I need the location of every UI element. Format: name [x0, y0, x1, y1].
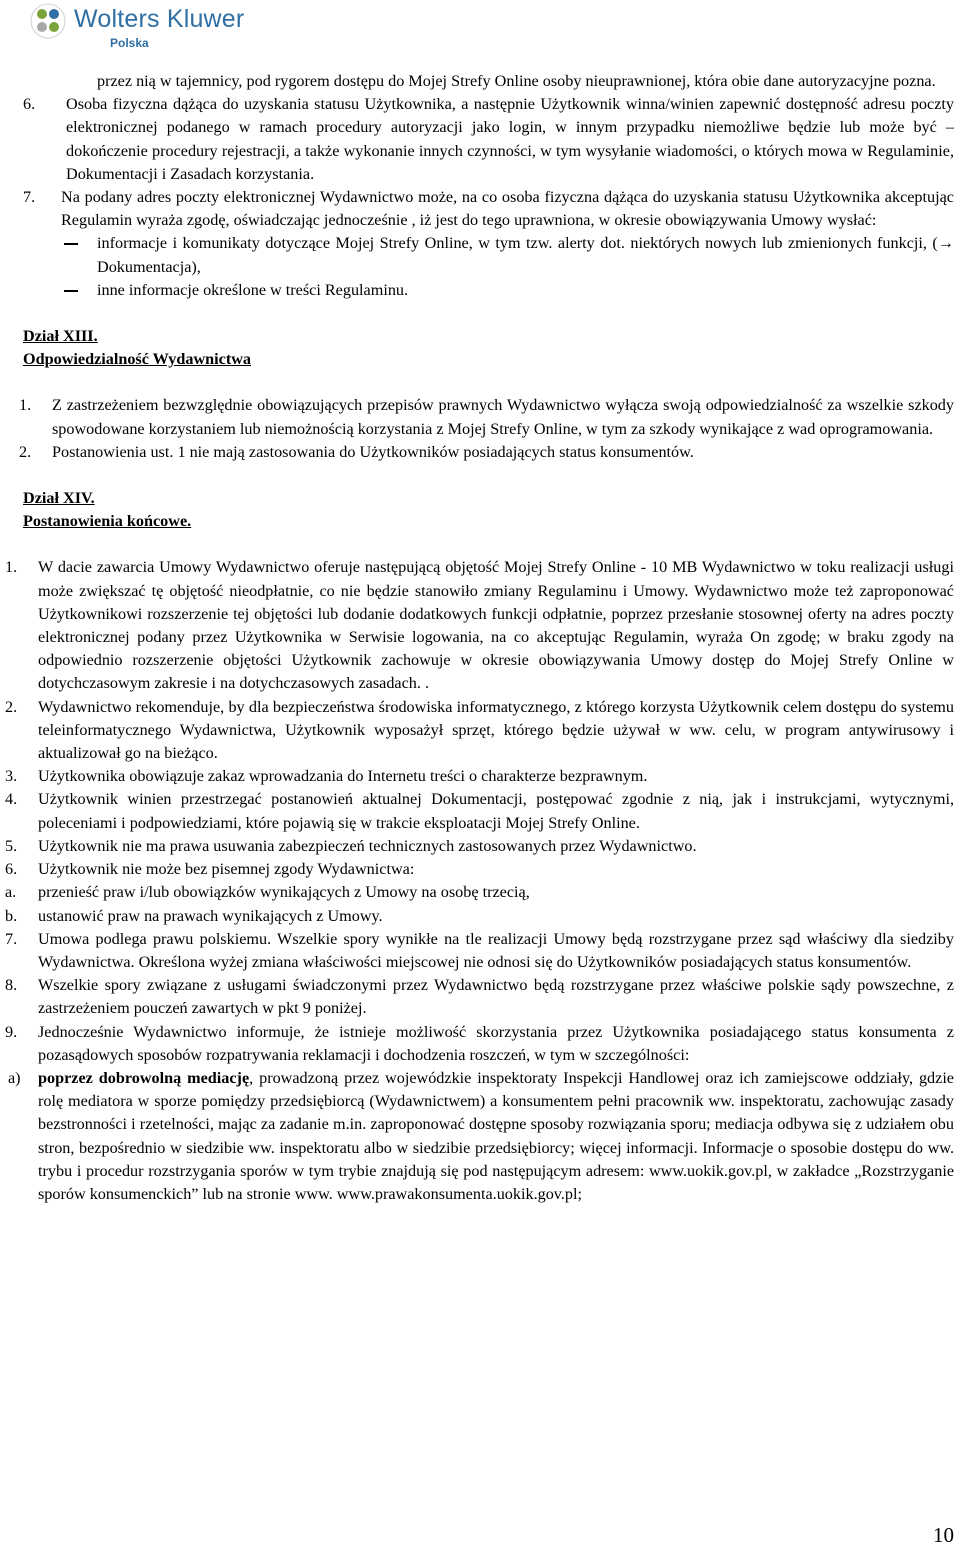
paragraph-number: 6. [23, 95, 36, 114]
section-14-item-1: 1. W dacie zawarcia Umowy Wydawnictwo oferuje następującą objętość Mojej Strefy Online - 10 MB Wydawnictwo w toku realizacji usługi może zwiększać tę objętość nieodpłatnie, co nie będzie stanowiło zmiany Regulaminu i Umowy. Wydawnictwo może też zaproponować Użytkownikowi rozszerzenie tej objętości lub dodanie dodatkowych funkcji odpłatnie, poprzez przesłanie stosownej oferty na adres poczty elektronicznej podany przez Użytkownika w Serwisie logowania, na co akceptując Regulamin, wyraża On zgodę; w braku zgody na odpowiednio rozszerzenie objętości Użytkownik zachowuje w okresie obowiązywania Umowy dostęp do Mojej Strefy Online w dotychczasowym zakresie i na dotychczasowych zasadach. . [5, 558, 954, 693]
dash-bullet [64, 290, 78, 292]
section-14-item-5: 5. Użytkownik nie ma prawa usuwania zabezpieczeń technicznych zastosowanych przez Wydawnictwo. [38, 835, 954, 858]
section-13-item-1: 1. Z zastrzeżeniem bezwzględnie obowiązujących przepisów prawnych Wydawnictwo wyłącza swoją odpowiedzialność za wszelkie szkody spowodowane korzystaniem lub niemożnością korzystania z Mojej Strefy Online, w tym za szkody wynikające z wad oprogramowania. [19, 396, 954, 438]
section-14-item-4: 4. Użytkownik winien przestrzegać postanowień aktualnej Dokumentacji, postępować zgodnie z nią, jak i instrukcjami, wytycznymi, poleceniami i podpowiedziami, które pojawią się w trakcie eksploatacji Mojej Strefy Online. [5, 790, 954, 832]
section-14-item-7: 7. Umowa podlega prawu polskiemu. Wszelkie spory wynikłe na tle realizacji Umowy będą rozstrzygane przez sąd właściwy dla siedziby Wydawnictwa. Określona wyżej zmiana właściwości miejscowej nie odnosi się do Użytkowników posiadających status konsumentów. [5, 929, 954, 971]
subitem-letter: a. [5, 883, 17, 902]
section-14-item-8: 8. Wszelkie spory związane z usługami świadczonymi przez Wydawnictwo będą rozstrzygane przez właściwe polskie sądy powszechne, z zastrzeżeniem pouczeń zawartych w pkt 9 poniżej. [5, 976, 954, 1018]
mediation-bold: poprzez dobrowolną mediację [38, 1068, 250, 1087]
paragraph-number: 8. [5, 976, 18, 995]
brand-name: Wolters Kluwer [74, 5, 245, 33]
section-14-item-9: 9. Jednocześnie Wydawnictwo informuje, że istnieje możliwość skorzystania przez Użytkownika posiadającego status konsumenta z pozasądowych sposobów rozpatrywania reklamacji i dochodzenia roszczeń, w tym w szczególności: [5, 1022, 954, 1064]
paragraph-number: 1. [5, 558, 18, 577]
paragraph-number: 7. [23, 188, 36, 207]
dash-bullet [64, 243, 78, 245]
page-number: 10 [933, 1523, 954, 1547]
paragraph-continuation: przez nią w tajemnicy, pod rygorem dostępu do Mojej Strefy Online osoby nieuprawnionej, która obie dane autoryzacyjne pozna. [97, 72, 936, 90]
paragraph-number: 4. [5, 790, 18, 809]
section-14-subitem-a-paren: a) poprzez dobrowolną mediację, prowadzoną przez wojewódzkie inspektoraty Inspekcji Handlowej oraz ich zamiejscowe oddziały, gdzie rolę mediatora w sporze pomiędzy przedsiębiorcą (Wydawnictwem) a konsumentem pełni pracownik ww. inspektoratu, zachowując zasady bezstronności i rzetelności, mając za zadanie m.in. zaproponować dostępne sposoby rozwiązania sporu; mediacja odbywa się z udziałem obu stron, bezpośrednio w siedzibie ww. inspektoratu albo w siedzibie przedsiębiorcy; więcej informacji. Informacje o sposobie dostępu do ww. trybu i procedur rozstrzygania sporów w tym trybie znajdują się pod następującym adresem: www.uokik.gov.pl, w zakładce „Rozstrzyganie sporów konsumenckich” lub na stronie www. www.prawakonsumenta.uokik.gov.pl; [8, 1068, 954, 1203]
section-14-item-2: 2. Wydawnictwo rekomenduje, by dla bezpieczeństwa środowiska informatycznego, z którego korzysta Użytkownik celem dostępu do systemu teleinformatycznego Wydawnictwa, Użytkownik wyposażył sprzęt, którego będzie używał w ww. celu, w program antywirusowy i aktualizował go na bieżąco. [5, 697, 954, 763]
subitem-letter: b. [5, 906, 18, 925]
paragraph-7: 7. Na podany adres poczty elektronicznej Wydawnictwo może, na co osoba fizyczna dążąca do uzyskania statusu Użytkownika akceptując Regulamin wyraża zgodę, oświadczając jednocześnie , iż jest do tego uprawniona, w okresie obowiązywania Umowy wysłać: [23, 188, 954, 230]
subitem-letter: a) [8, 1068, 21, 1087]
section-title-13: Odpowiedzialność Wydawnictwa [23, 350, 251, 369]
paragraph-number: 3. [5, 767, 18, 786]
brand-sub: Polska [110, 36, 149, 50]
wolters-kluwer-logo-icon [30, 3, 66, 39]
section-14-subitem-a: a. przenieść praw i/lub obowiązków wynikających z Umowy na osobę trzecią, [38, 881, 954, 904]
bullet-item: inne informacje określone w treści Regulaminu. [97, 279, 954, 302]
publisher-logo [30, 0, 290, 56]
paragraph-number: 7. [5, 929, 18, 948]
paragraph-number: 1. [19, 396, 32, 415]
section-14-item-3: 3. Użytkownika obowiązuje zakaz wprowadzania do Internetu treści o charakterze bezprawnym. [38, 765, 954, 788]
bullet-item: informacje i komunikaty dotyczące Mojej Strefy Online, w tym tzw. alerty dot. niektórych nowych lub zmienionych funkcji, (→ Dokumentacja), [97, 232, 954, 278]
paragraph-number: 9. [5, 1022, 18, 1041]
section-14-subitem-b: b. ustanowić praw na prawach wynikających z Umowy. [38, 905, 954, 928]
section-heading-14: Dział XIV. [23, 489, 95, 508]
paragraph-number: 2. [5, 697, 18, 716]
section-13-item-2: 2. Postanowienia ust. 1 nie mają zastosowania do Użytkowników posiadających status konsumentów. [52, 441, 954, 464]
section-heading-13: Dział XIII. [23, 327, 98, 346]
section-14-item-6: 6. Użytkownik nie może bez pisemnej zgody Wydawnictwa: [38, 858, 954, 881]
paragraph-6: 6. Osoba fizyczna dążąca do uzyskania statusu Użytkownika, a następnie Użytkownik winna/winien zapewnić dostępność adresu poczty elektronicznej podanego w ramach procedury autoryzacji jako login, w innym przypadku niemożliwe będzie lub może być – dokończenie procedury rejestracji, a także wykonanie innych czynności, w tym wysyłanie wiadomości, o których mowa w Regulaminie, Dokumentacji i Zasadach korzystania. [23, 95, 954, 183]
section-title-14: Postanowienia końcowe. [23, 512, 192, 531]
paragraph-number: 2. [19, 442, 32, 461]
paragraph-number: 6. [5, 860, 18, 879]
document-body [0, 70, 960, 1206]
paragraph-number: 5. [5, 836, 18, 855]
